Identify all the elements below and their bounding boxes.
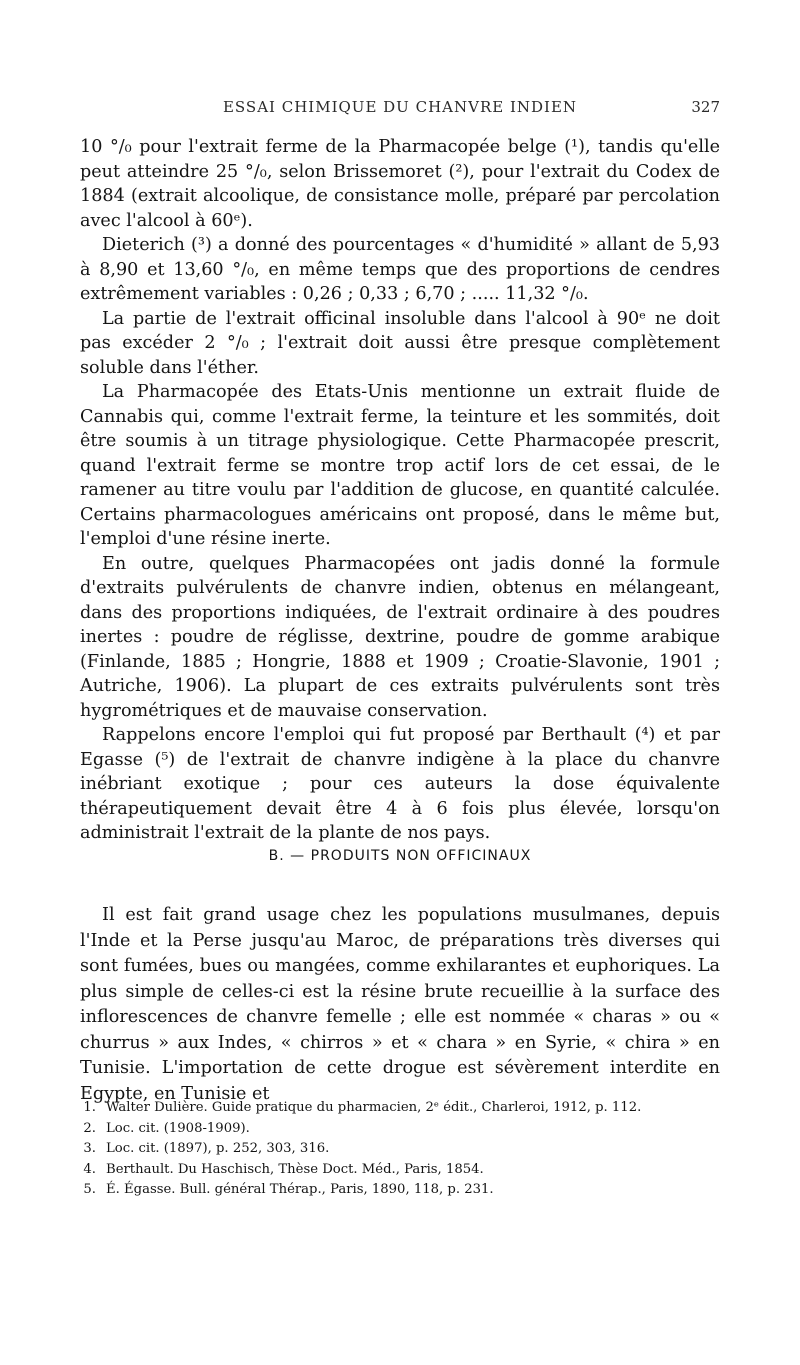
footnotes (80, 1098, 720, 1201)
paragraph: En outre, quelques Pharmacopées ont jadis donné la formule d'extraits pulvérulents de chanvre indien, obtenus en mélangeant, dans des proportions indiquées, de l'extrait ordinaire à des poudres inertes : poudre de réglisse, dextrine, poudre de gomme arabique (Finlande, 1885 ; Hongrie, 1888 et 1909 ; Croatie-Slavonie, 1901 ; Autriche, 1906). La plupart de ces extraits pulvérulents sont très hygrométriques et de mauvaise conservation. (80, 553, 720, 721)
body-text-section-b (80, 903, 720, 1107)
body-text (80, 135, 720, 846)
running-title: ESSAI CHIMIQUE DU CHANVRE INDIEN (222, 98, 578, 116)
page-number: 327 (691, 98, 720, 116)
footnote-text: Walter Dulière. Guide pratique du pharmacien, 2ᵉ édit., Charleroi, 1912, p. 112. (106, 1100, 642, 1115)
footnote-number: 1. (83, 1100, 96, 1115)
paragraph: Il est fait grand usage chez les populations musulmanes, depuis l'Inde et la Perse jusqu'au Maroc, de préparations très diverses qui sont fumées, bues ou mangées, comme exhilarantes et euphoriques. La plus simple de celles-ci est la résine brute recueillie à la surface des inflorescences de chanvre femelle ; elle est nommée « charas » ou « churrus » aux Indes, « chirros » et « chara » en Syrie, « chira » en Tunisie. L'importation de cette drogue est sévèrement interdite en Egypte, en Tunisie et (80, 905, 720, 1104)
footnote-text: Berthault. Du Haschisch, Thèse Doct. Méd., Paris, 1854. (106, 1161, 484, 1177)
paragraph: La partie de l'extrait officinal insoluble dans l'alcool à 90ᵉ ne doit pas excéder 2 °/₀ ; l'extrait doit aussi être presque complètement soluble dans l'éther. (80, 308, 720, 378)
paragraph: La Pharmacopée des Etats-Unis mentionne un extrait fluide de Cannabis qui, comme l'extrait ferme, la teinture et les sommités, doit être soumis à un titrage physiologique. Cette Pharmacopée prescrit, quand l'extrait ferme se montre trop actif lors de cet essai, de le ramener au titre voulu par l'addition de glucose, en quantité calculée. Certains pharmacologues américains ont proposé, dans le même but, l'emploi d'une résine inerte. (80, 382, 720, 549)
footnote (80, 1180, 720, 1201)
footnote (80, 1098, 720, 1119)
paragraph: Rappelons encore l'emploi qui fut proposé par Berthault (⁴) et par Egasse (⁵) de l'extrait de chanvre indigène à la place du chanvre inébriant exotique ; pour ces auteurs la dose équivalente thérapeutiquement devait être 4 à 6 fois plus élevée, lorsqu'on administrait l'extrait de la plante de nos pays. (80, 725, 720, 843)
paragraph: 10 °/₀ pour l'extrait ferme de la Pharmacopée belge (¹), tandis qu'elle peut atteindre 25 °/₀, selon Brissemoret (²), pour l'extrait du Codex de 1884 (extrait alcoolique, de consistance molle, préparé par percolation avec l'alcool à 60ᵉ). (80, 137, 720, 231)
footnote (80, 1139, 720, 1160)
footnote-number: 4. (83, 1161, 96, 1177)
footnote-number: 5. (83, 1182, 96, 1197)
section-heading: B. — PRODUITS NON OFFICINAUX (268, 848, 532, 864)
footnote-number: 3. (83, 1141, 96, 1156)
footnote (80, 1119, 720, 1140)
footnote-text: Loc. cit. (1897), p. 252, 303, 316. (106, 1141, 330, 1156)
footnote-text: É. Égasse. Bull. général Thérap., Paris, 1890, 118, p. 231. (106, 1182, 494, 1197)
paragraph: Dieterich (³) a donné des pourcentages « d'humidité » allant de 5,93 à 8,90 et 13,60 °/₀, en même temps que des proportions de cendres extrêmement variables : 0,26 ; 0,33 ; 6,70 ; ..... 11,32 °/₀. (80, 235, 720, 304)
footnote (80, 1160, 720, 1181)
running-head (80, 98, 720, 122)
footnote-number: 2. (83, 1120, 96, 1136)
footnote-text: Loc. cit. (1908-1909). (106, 1120, 250, 1136)
